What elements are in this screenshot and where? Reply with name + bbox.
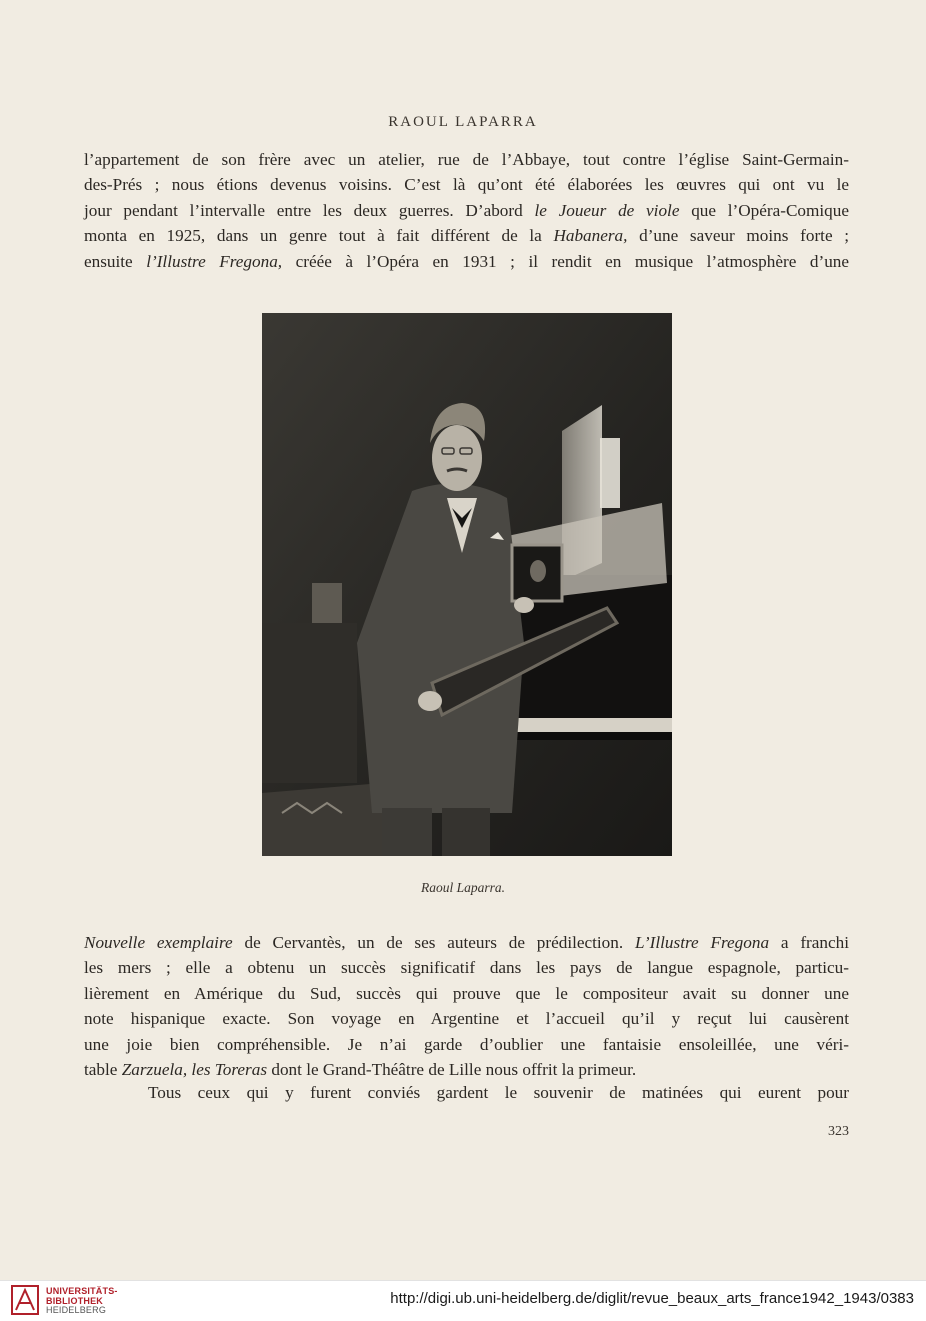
text-line: Tous ceux qui y furent conviés gardent le souvenir de matinées qui eurent pour [148, 1083, 849, 1102]
library-name: UNIVERSITÄTS- BIBLIOTHEK HEIDELBERG [46, 1286, 118, 1315]
paragraph-middle [84, 930, 849, 1082]
text-line: l’appartement de son frère avec un atelier, rue de l’Abbaye, tout contre l’église Saint-Germain- [84, 150, 849, 169]
text-line: jour pendant l’intervalle entre les deux guerres. D’abord le Joueur de viole que l’Opéra-Comique [84, 200, 849, 220]
text-line: monta en 1925, dans un genre tout à fait différent de la Habanera, d’une saveur moins forte ; [84, 226, 850, 246]
title-nouvelle-exemplaire: Nouvelle exemplaire [84, 933, 233, 952]
text-line: table Zarzuela, les Toreras dont le Grand-Théâtre de Lille nous offrit la primeur. [84, 1060, 637, 1080]
text-line: note hispanique exacte. Son voyage en Argentine et l’accueil qu’il y reçut lui causèrent [84, 1009, 849, 1029]
source-url-link[interactable]: http://digi.ub.uni-heidelberg.de/diglit/revue_beaux_arts_france1942_1943/0383 [390, 1290, 914, 1307]
figure-caption: Raoul Laparra. [420, 880, 505, 895]
text-line: des-Prés ; nous étions devenus voisins. C’est là qu’ont été élaborées les œuvres qui ont vu le [84, 175, 849, 195]
university-library-logo-icon [10, 1284, 40, 1316]
text-line: une joie bien compréhensible. Je n’ai garde d’oublier une fantaisie ensoleillée, une véri- [84, 1034, 849, 1054]
page-number: 323 [828, 1124, 849, 1139]
text-line: lièrement en Amérique du Sud, succès qui prouve que le compositeur avait su donner une [84, 983, 849, 1003]
text-line: les mers ; elle a obtenu un succès significatif dans les pays de langue espagnole, particu- [84, 958, 849, 978]
title-habanera: Habanera, [553, 226, 628, 246]
paragraph-top [84, 147, 849, 274]
title-illustre-fregona: l’Illustre Fregona, [146, 251, 283, 271]
paragraph-bottom [84, 1080, 849, 1105]
title-zarzuela-toreras: Zarzuela, les Toreras [121, 1060, 268, 1080]
title-illustre-fregona-2: L’Illustre Fregona [635, 933, 770, 952]
text-line: ensuite l’Illustre Fregona, créée à l’Opéra en 1931 ; il rendit en musique l’atmosphère d’une [84, 251, 850, 271]
text-line: Nouvelle exemplaire de Cervantès, un de ses auteurs de prédilection. L’Illustre Fregona a franchi [84, 933, 849, 952]
running-title: RAOUL LAPARRA [388, 114, 538, 130]
portrait-image [262, 313, 672, 856]
portrait-photograph [262, 313, 672, 856]
title-joueur-de-viole: le Joueur de viole [534, 200, 680, 220]
